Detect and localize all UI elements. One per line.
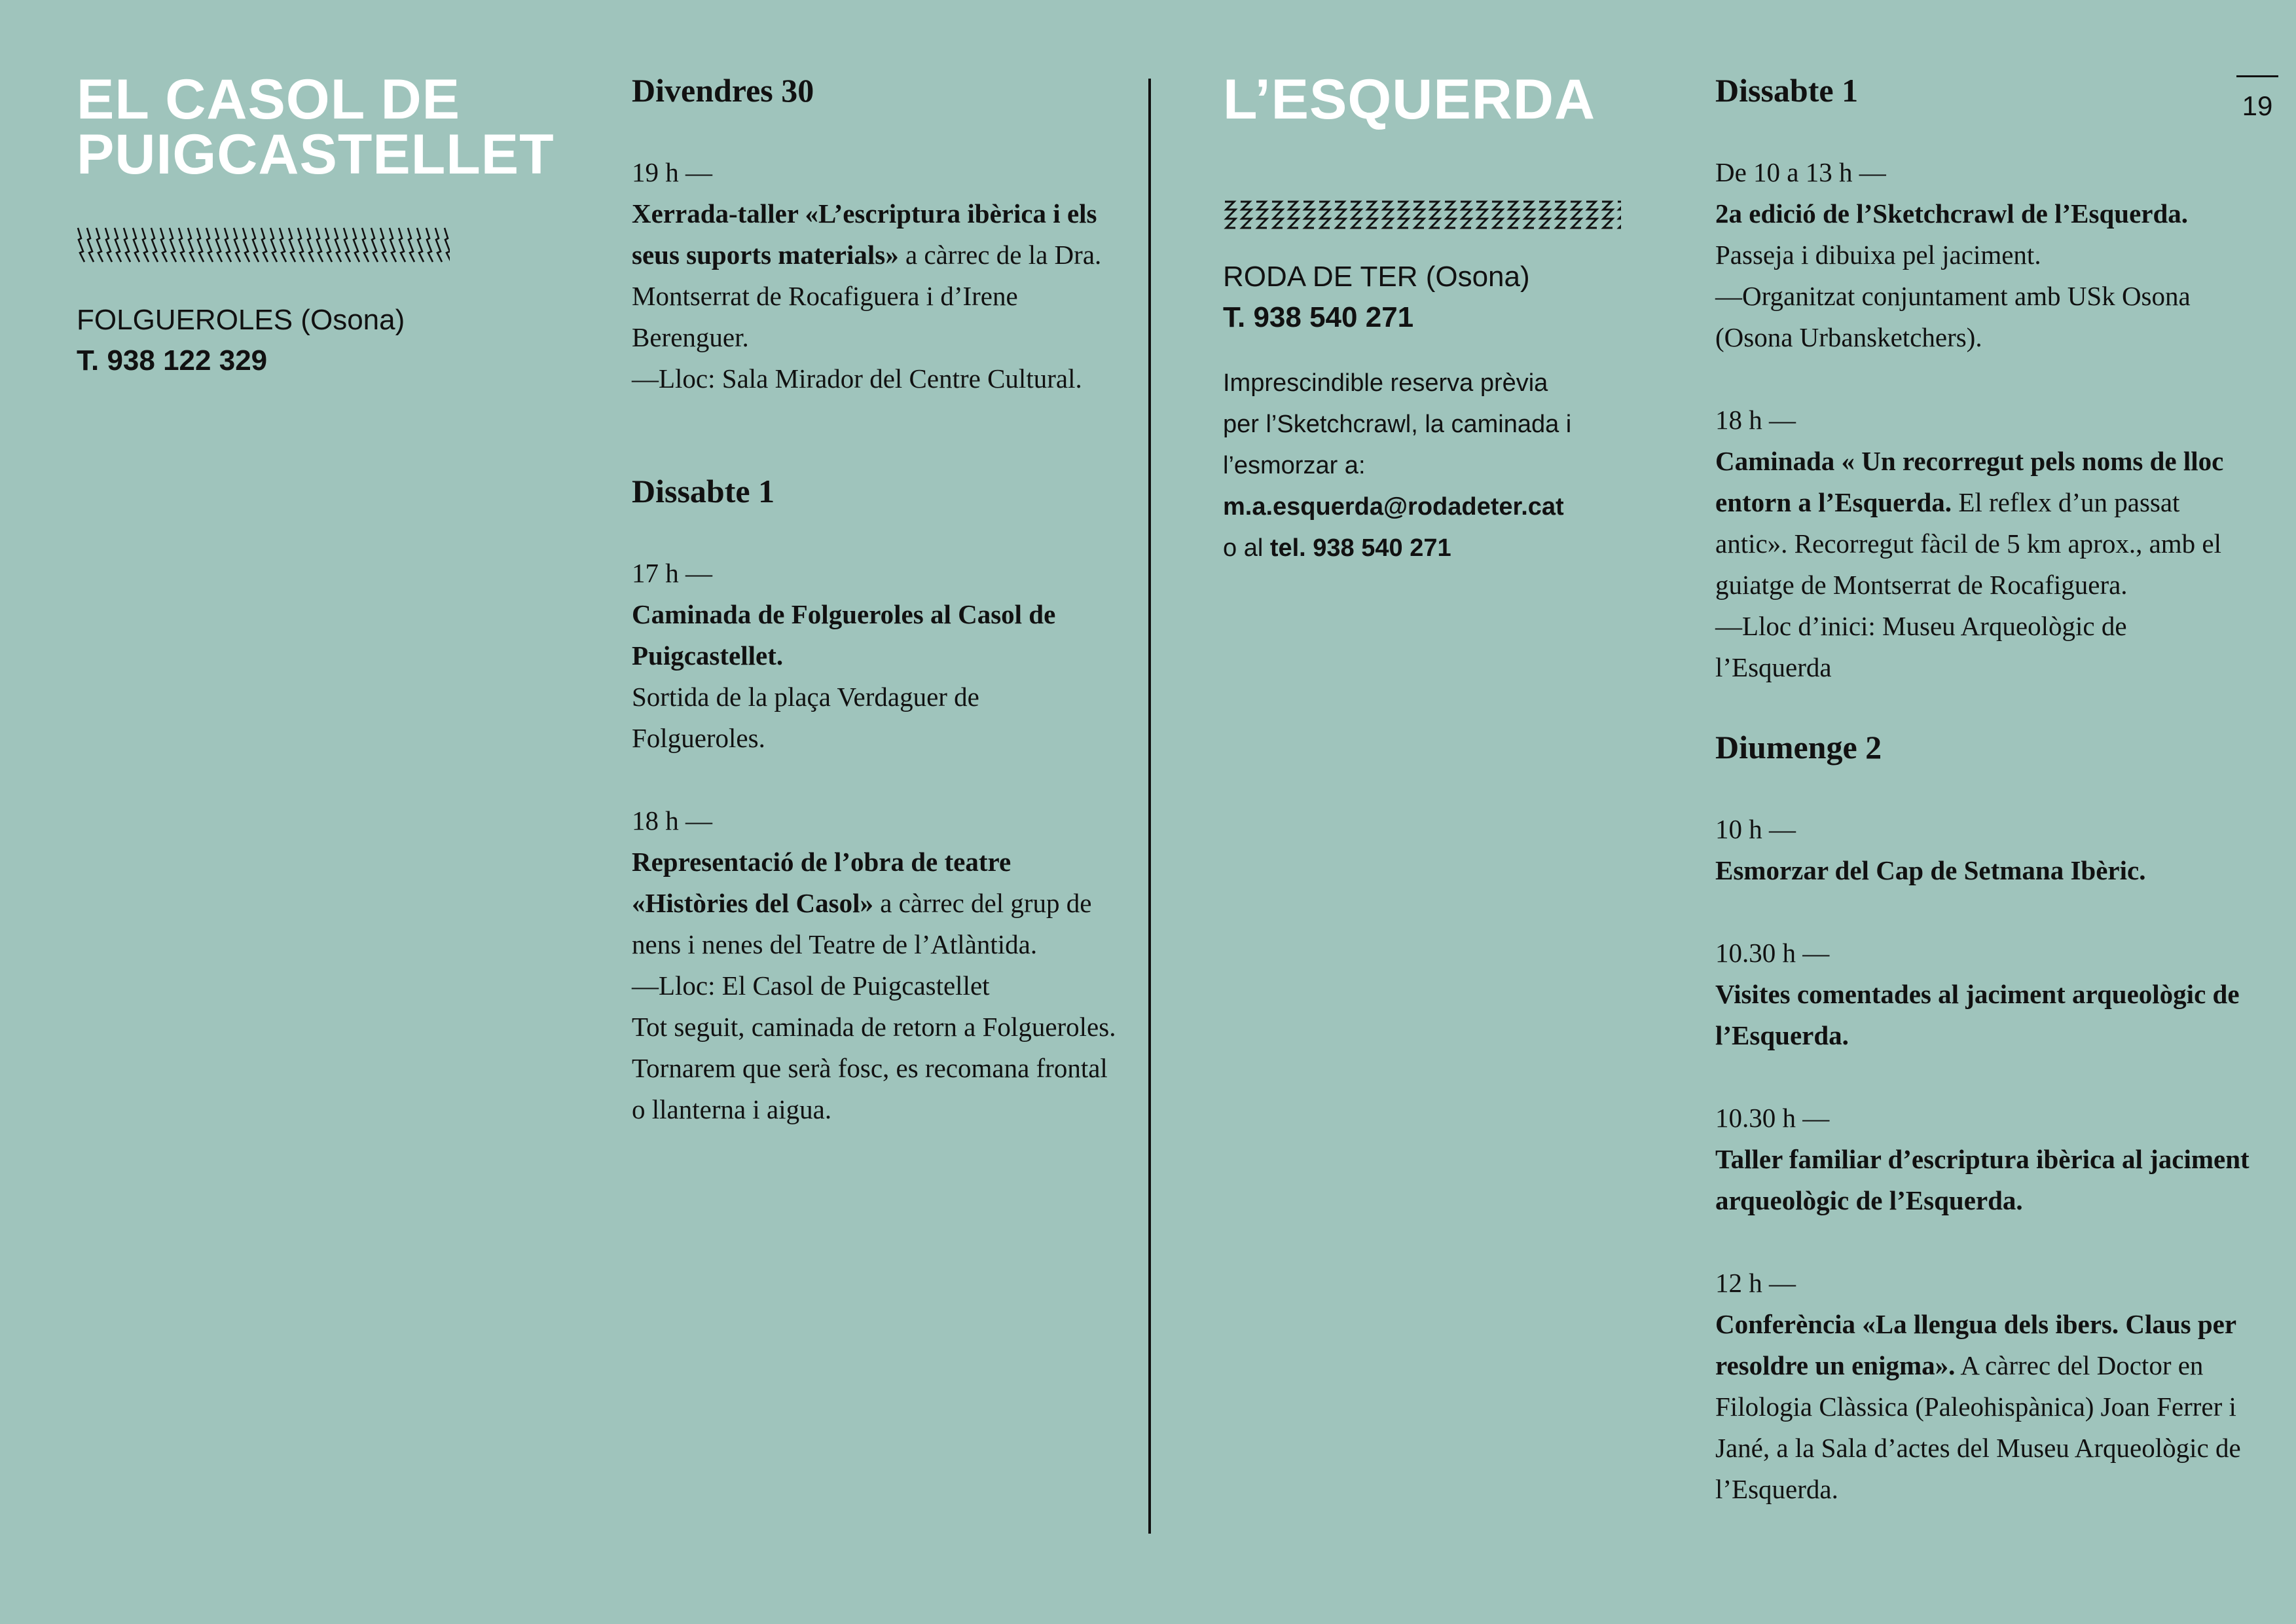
day-heading: Dissabte 1 [1715,72,1859,109]
venue2-location: RODA DE TER (Osona) [1223,261,1530,293]
reservation-text: Imprescindible reserva prèvia per l’Sketchcrawl, la caminada i l’esmorzar a: [1223,369,1572,479]
column-divider [1148,79,1151,1534]
event-time: 10 h — [1715,814,1796,844]
venue1-phone: T. 938 122 329 [77,344,268,377]
event-time: De 10 a 13 h — [1715,157,1886,187]
event-time: 12 h — [1715,1268,1796,1298]
iberian-pattern-decoration [1223,199,1621,231]
day-heading: Diumenge 2 [1715,729,1882,766]
day-heading: Divendres 30 [632,72,814,109]
event [632,152,1116,399]
event-time: 18 h — [1715,405,1796,435]
venue2-phone: T. 938 540 271 [1223,301,1414,333]
event-title: Taller familiar d’escriptura ibèrica al jaciment arqueològic de l’Esquerda. [1715,1144,2250,1215]
reservation-or: o al [1223,534,1270,562]
event [1715,152,2250,358]
event [1715,399,2250,688]
reservation-email[interactable]: m.a.esquerda@rodadeter.cat [1223,493,1564,521]
event-place: —Lloc: El Casol de Puigcastellet [632,970,990,1001]
venue1-location: FOLGUEROLES (Osona) [77,304,405,336]
event-description: Passeja i dibuixa pel jaciment. [1715,240,2041,270]
event-time: 19 h — [632,157,712,187]
event-description: A càrrec del Doctor en Filologia Clàssica (Paleohispànica) Joan Ferrer i Jané, a la Sala d’actes del Museu Arqueològic de l’Esquerda. [1715,1350,2241,1504]
event-time: 18 h — [632,805,712,836]
venue1-header [77,68,561,381]
event-title: Xerrada-taller «L’escriptura ibèrica i els seus suports materials» [632,198,1097,270]
event-time: 10.30 h — [1715,1103,1830,1133]
event-title: Conferència «La llengua dels ibers. Claus per resoldre un enigma». [1715,1309,2236,1380]
event [632,800,1116,1130]
event-time: 17 h — [632,558,712,588]
reservation-tel[interactable]: tel. 938 540 271 [1269,534,1451,562]
event-description: a càrrec del grup de nens i nenes del Teatre de l’Atlàntida. [632,888,1092,959]
event [1715,1263,2250,1510]
page-number-rule [2236,75,2278,77]
event-title: Caminada de Folgueroles al Casol de Puigcastellet. [632,599,1056,671]
event [1715,932,2250,1056]
event-title: Visites comentades al jaciment arqueològic de l’Esquerda. [1715,979,2240,1050]
event-time: 10.30 h — [1715,938,1830,968]
event-title: Esmorzar del Cap de Setmana Ibèric. [1715,855,2146,885]
venue2-schedule [1715,71,2250,1510]
event-description: a càrrec de la Dra. Montserrat de Rocafiguera i d’Irene Berenguer. [632,240,1102,352]
venue2-header [1223,68,1596,569]
event-organizer: —Organitzat conjuntament amb USk Osona (Osona Urbansketchers). [1715,281,2191,352]
page-number: 19 [2242,90,2273,121]
event [632,553,1116,759]
day-heading: Dissabte 1 [632,473,775,509]
event-description: Sortida de la plaça Verdaguer de Folgueroles. [632,682,979,753]
event-extra: Tot seguit, caminada de retorn a Folgueroles. Tornarem que serà fosc, es recomana frontal o llanterna i aigua. [632,1012,1116,1124]
event-description: El reflex d’un passat antic». Recorregut fàcil de 5 km aprox., amb el guiatge de Montserrat de Rocafiguera. [1715,487,2222,600]
event [1715,1098,2250,1221]
event-title: Caminada « Un recorregut pels noms de lloc entorn a l’Esquerda. [1715,446,2224,517]
event [1715,809,2250,891]
event-place: —Lloc d’inici: Museu Arqueològic de l’Esquerda [1715,611,2127,682]
venue1-schedule [632,71,1116,1130]
event-place: —Lloc: Sala Mirador del Centre Cultural. [632,363,1082,394]
event-title: 2a edició de l’Sketchcrawl de l’Esquerda. [1715,198,2189,229]
iberian-pattern-decoration [77,227,450,263]
venue1-title: EL CASOL DE PUIGCASTELLET [77,68,555,186]
reservation-note [1223,363,1590,569]
event-title: Representació de l’obra de teatre «Històries del Casol» [632,847,1011,918]
venue2-title: L’ESQUERDA [1223,68,1596,131]
